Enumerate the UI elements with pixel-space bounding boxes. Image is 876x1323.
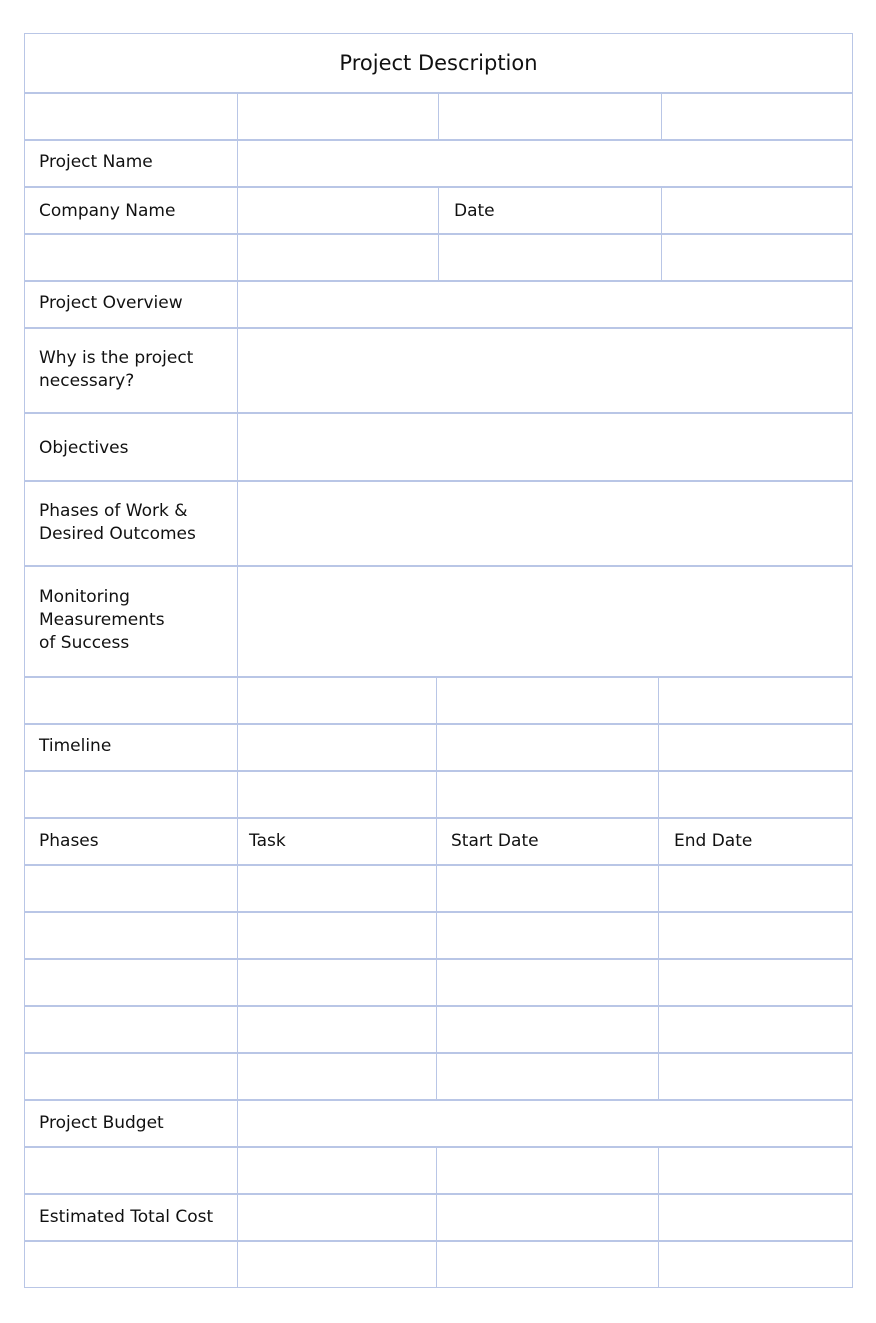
row-divider <box>24 565 853 567</box>
label-project-name: Project Name <box>39 152 153 172</box>
column-divider <box>658 1147 659 1288</box>
row-divider <box>24 723 853 725</box>
row-divider <box>24 1193 853 1195</box>
row-divider <box>24 676 853 678</box>
label-why-necessary: Why is the project necessary? <box>39 348 194 391</box>
row-divider <box>24 1146 853 1148</box>
label-monitoring: Monitoring Measurements of Success <box>39 587 165 653</box>
row-divider <box>24 412 853 414</box>
column-divider <box>661 187 662 281</box>
column-header-phases: Phases <box>39 831 99 851</box>
row-divider <box>24 958 853 960</box>
column-divider <box>438 93 439 140</box>
project-description-form <box>24 33 853 1288</box>
form-grid <box>24 33 853 1288</box>
row-divider <box>24 1005 853 1007</box>
column-divider <box>438 187 439 281</box>
label-project-overview: Project Overview <box>39 293 183 313</box>
row-divider <box>24 327 853 329</box>
row-divider <box>24 1052 853 1054</box>
label-objectives: Objectives <box>39 438 129 458</box>
column-divider <box>658 677 659 1100</box>
row-divider <box>24 480 853 482</box>
page-title: Project Description <box>339 51 538 75</box>
label-project-budget: Project Budget <box>39 1113 164 1133</box>
column-divider <box>436 677 437 1100</box>
label-company-name: Company Name <box>39 201 176 221</box>
column-divider <box>661 93 662 140</box>
row-divider <box>24 817 853 819</box>
column-header-end-date: End Date <box>674 831 753 851</box>
label-date: Date <box>454 201 495 221</box>
column-divider <box>237 93 238 1288</box>
row-divider <box>24 911 853 913</box>
label-timeline: Timeline <box>39 736 112 756</box>
column-header-start-date: Start Date <box>451 831 539 851</box>
row-divider <box>24 1240 853 1242</box>
label-phases-of-work: Phases of Work & Desired Outcomes <box>39 501 196 544</box>
row-divider <box>24 770 853 772</box>
row-divider <box>24 864 853 866</box>
row-divider <box>24 1099 853 1101</box>
label-estimated-total-cost: Estimated Total Cost <box>39 1207 214 1227</box>
column-header-task: Task <box>249 831 286 851</box>
column-divider <box>436 1147 437 1288</box>
